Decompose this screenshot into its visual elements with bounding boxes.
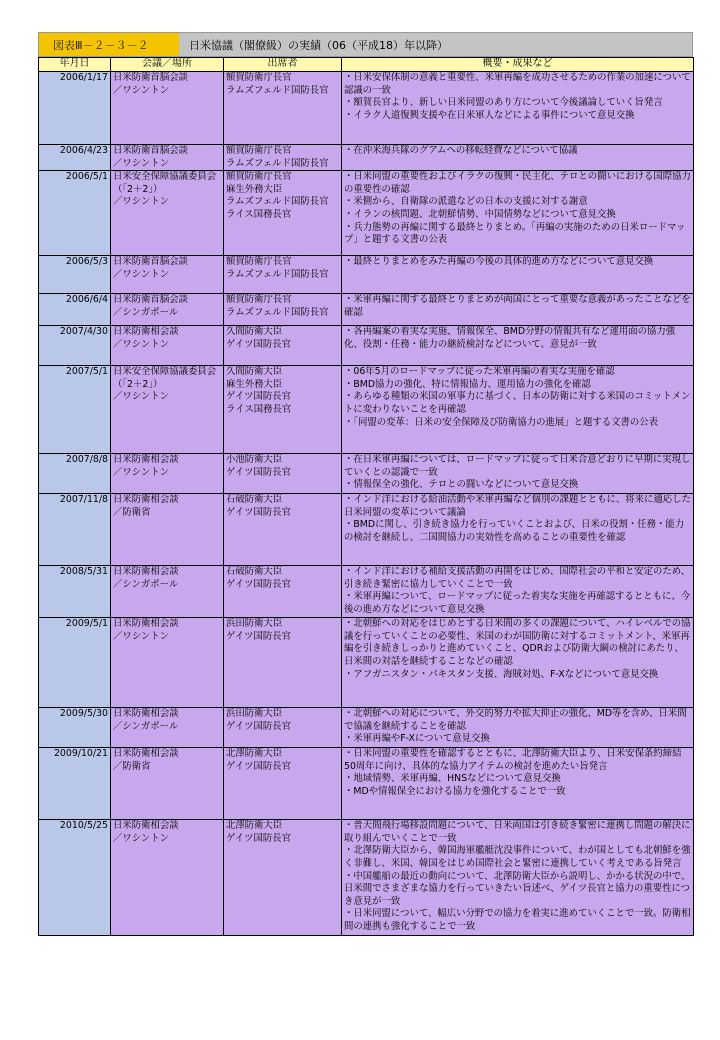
table-row <box>39 566 694 618</box>
meeting-cell: 日米防衛相会談 ／シンガポール <box>111 566 224 618</box>
attendees-cell: 額賀防衛庁長官 ラムズフェルド国防長官 <box>224 256 342 294</box>
summary-bullet: ・地域情勢、米軍再編、HNSなどについて意見交換 <box>344 773 561 785</box>
date-cell: 2006/4/23 <box>39 145 111 171</box>
summary-bullet: ・インド洋における給油活動や米軍再編など個別の課題とともに、将来に適応した日米同盟の変革について議論 <box>344 494 691 518</box>
summary-bullet: ・米軍再編に関する最終とりまとめが両国にとって重要な意義があったことなどを確認 <box>344 294 691 318</box>
summary-bullet: ・最終とりまとめをみた再編の今後の具体的進め方などについて意見交換 <box>344 256 654 268</box>
table-row <box>39 145 694 171</box>
summary-cell <box>342 171 694 256</box>
date-cell: 2008/5/31 <box>39 566 111 618</box>
column-header-date: 年月日 <box>39 58 111 72</box>
summary-bullet: ・米軍再編について、ロードマップに従った着実な実施を再確認するとともに、今後の進め方などについて意見交換 <box>344 591 691 615</box>
column-header-summary: 概要・成果など <box>342 58 694 72</box>
meeting-cell: 日米安全保障協議委員会（「2＋2」） ／ワシントン <box>111 366 224 454</box>
attendees-cell: 北澤防衛大臣 ゲイツ国防長官 <box>224 820 342 936</box>
summary-bullet: ・米側から、自衛隊の派遣などの日本の支援に対する謝意 <box>344 196 588 208</box>
meeting-cell: 日米防衛相会談 ／ワシントン <box>111 326 224 366</box>
meeting-cell: 日米防衛相会談 ／シンガポール <box>111 708 224 748</box>
summary-cell <box>342 748 694 820</box>
summary-cell <box>342 454 694 494</box>
table-row <box>39 748 694 820</box>
summary-cell <box>342 326 694 366</box>
summary-bullet: ・普天間飛行場移設問題について、日米両国は引き続き緊密に連携し問題の解決に取り組んでいくことで一致 <box>344 820 691 844</box>
summary-cell <box>342 618 694 708</box>
summary-bullet: ・額賀長官より、新しい日米同盟のあり方について今後議論していく旨発言 <box>344 97 663 109</box>
attendees-cell: 石破防衛大臣 ゲイツ国防長官 <box>224 494 342 566</box>
summary-bullet: ・あらゆる種類の米国の軍事力に基づく、日本の防衛に対する米国のコミットメントに変わりないことを再確認 <box>344 391 691 415</box>
summary-bullet: ・兵力態勢の再編に関する最終とりまとめ。「再編の実施のための日米ロードマップ」と題する文書の公表 <box>344 221 686 246</box>
summary-cell <box>342 145 694 171</box>
summary-bullet: ・北朝鮮への対応をはじめとする日米間の多くの課題について、ハイレベルでの協議を行っていくことの必要性、米国のわが国防衛に対するコミットメント、米軍再編を引き続きしっかりと進めていくこと、QDRおよび防衛大綱の検討にあたり、日米間の対話を継続することなどの確認 <box>344 618 691 667</box>
table-row <box>39 366 694 454</box>
summary-bullet: ・BMD協力の強化、特に情報協力、運用協力の強化を確認 <box>344 378 591 390</box>
summary-cell <box>342 494 694 566</box>
attendees-cell: 久間防衛大臣 ゲイツ国防長官 <box>224 326 342 366</box>
meeting-cell: 日米防衛相会談 ／防衛省 <box>111 494 224 566</box>
summary-cell <box>342 566 694 618</box>
meetings-table <box>38 57 694 936</box>
date-cell: 2006/6/4 <box>39 294 111 326</box>
summary-bullet: ・「同盟の変革：日米の安全保障及び防衛協力の進展」と題する文書の公表 <box>344 416 659 428</box>
summary-cell <box>342 820 694 936</box>
meeting-cell: 日米防衛首脳会談 ／ワシントン <box>111 72 224 145</box>
column-header-meeting: 会議／場所 <box>111 58 224 72</box>
table-row <box>39 326 694 366</box>
attendees-cell: 額賀防衛庁長官 ラムズフェルド国防長官 <box>224 72 342 145</box>
table-body <box>39 72 694 936</box>
column-header-attendees: 出席者 <box>224 58 342 72</box>
meeting-cell: 日米防衛首脳会談 ／ワシントン <box>111 256 224 294</box>
table-row <box>39 618 694 708</box>
summary-bullet: ・各再編案の着実な実施、情報保全、BMD分野の情報共有など運用面の協力強化、役割・任務・能力の継続検討などについて、意見が一致 <box>344 326 676 350</box>
table-row <box>39 294 694 326</box>
meeting-cell: 日米防衛相会談 ／ワシントン <box>111 820 224 936</box>
summary-cell <box>342 294 694 326</box>
summary-cell <box>342 256 694 294</box>
date-cell: 2006/5/1 <box>39 171 111 256</box>
date-cell: 2006/5/3 <box>39 256 111 294</box>
attendees-cell: 久間防衛大臣 麻生外務大臣 ゲイツ国防長官 ライス国務長官 <box>224 366 342 454</box>
date-cell: 2009/5/1 <box>39 618 111 708</box>
summary-bullet: ・アフガニスタン・パキスタン支援、海賊対処、F-Xなどについて意見交換 <box>344 668 659 680</box>
summary-bullet: ・イランの核問題、北朝鮮情勢、中国情勢などについて意見交換 <box>344 208 616 220</box>
summary-bullet: ・日米安保体制の意義と重要性、米軍再編を成功させるための作業の加速について認識の一致 <box>344 72 691 96</box>
table-row <box>39 171 694 256</box>
table-row <box>39 708 694 748</box>
date-cell: 2010/5/25 <box>39 820 111 936</box>
figure-label: 図表Ⅲ－２－３－２ <box>39 33 179 56</box>
date-cell: 2009/10/21 <box>39 748 111 820</box>
attendees-cell: 額賀防衛庁長官 麻生外務大臣 ラムズフェルド国防長官 ライス国務長官 <box>224 171 342 256</box>
date-cell: 2007/11/8 <box>39 494 111 566</box>
summary-cell <box>342 708 694 748</box>
meeting-cell: 日米防衛首脳会談 ／ワシントン <box>111 145 224 171</box>
table-row <box>39 820 694 936</box>
date-cell: 2007/4/30 <box>39 326 111 366</box>
attendees-cell: 北澤防衛大臣 ゲイツ国防長官 <box>224 748 342 820</box>
summary-bullet: ・日米同盟について、幅広い分野での協力を着実に進めていくことで一致。防衛相間の連携も強化することで一致 <box>344 908 691 932</box>
summary-bullet: ・BMDに関し、引き続き協力を行っていくことおよび、日米の役割・任務・能力の検討を継続し、二国間協力の実効性を高めることの重要性を確認 <box>344 519 685 543</box>
summary-bullet: ・06年5月のロードマップに従った米軍再編の着実な実施を確認 <box>344 366 615 378</box>
figure-title: 日米協議（閣僚級）の実績（06（平成18）年以降） <box>179 33 692 56</box>
meeting-cell: 日米防衛相会談 ／防衛省 <box>111 748 224 820</box>
summary-bullet: ・在日米軍再編については、ロードマップに従って日米合意どおりに早期に実現していくとの認識で一致 <box>344 454 691 478</box>
meeting-cell: 日米安全保障協議委員会（「2＋2」） ／ワシントン <box>111 171 224 256</box>
summary-cell <box>342 72 694 145</box>
summary-cell <box>342 366 694 454</box>
date-cell: 2007/5/1 <box>39 366 111 454</box>
summary-bullet: ・在沖米海兵隊のグアムへの移転経費などについて協議 <box>344 145 578 156</box>
attendees-cell: 浜田防衛大臣 ゲイツ国防長官 <box>224 618 342 708</box>
date-cell: 2006/1/17 <box>39 72 111 145</box>
attendees-cell: 浜田防衛大臣 ゲイツ国防長官 <box>224 708 342 748</box>
figure-title-bar <box>38 32 693 57</box>
summary-bullet: ・インド洋における補給支援活動の再開をはじめ、国際社会の平和と安定のため、引き続き緊密に協力していくことで一致 <box>344 566 691 590</box>
summary-bullet: ・情報保全の強化、テロとの闘いなどについて意見交換 <box>344 479 579 491</box>
attendees-cell: 額賀防衛庁長官 ラムズフェルド国防長官 <box>224 145 342 171</box>
summary-bullet: ・北澤防衛大臣から、韓国海軍艦艇沈没事件について、わが国としても北朝鮮を強く非難し、米国、韓国をはじめ国際社会と緊密に連携していく考えである旨発言 <box>344 845 691 869</box>
date-cell: 2009/5/30 <box>39 708 111 748</box>
meeting-cell: 日米防衛相会談 ／ワシントン <box>111 454 224 494</box>
attendees-cell: 小池防衛大臣 ゲイツ国防長官 <box>224 454 342 494</box>
summary-bullet: ・中国艦船の最近の動向について、北澤防衛大臣から説明し、かかる状況の中で、日米間でさまざまな協力を行っていきたい旨述べ、ゲイツ長官と協力の重要性につき意見が一致 <box>344 870 691 907</box>
summary-bullet: ・MDや情報保全における協力を強化することで一致 <box>344 785 566 797</box>
table-row <box>39 256 694 294</box>
summary-bullet: ・イラク人道復興支援や在日米軍人などによる事件について意見交換 <box>344 109 635 121</box>
summary-bullet: ・日米同盟の重要性およびイラクの復興・民主化、テロとの闘いにおける国際協力の重要性の確認 <box>344 171 691 195</box>
table-row <box>39 72 694 145</box>
attendees-cell: 石破防衛大臣 ゲイツ国防長官 <box>224 566 342 618</box>
summary-bullet: ・北朝鮮への対応について、外交的努力や拡大抑止の強化、MD等を含め、日米間で協議を継続することを確認 <box>344 708 687 732</box>
summary-bullet: ・日米同盟の重要性を確認するとともに、北澤防衛大臣より、日米安保条約締結50周年に向け、具体的な協力アイテムの検討を進めたい旨発言 <box>344 748 682 772</box>
date-cell: 2007/8/8 <box>39 454 111 494</box>
table-header-row <box>39 58 694 72</box>
table-row <box>39 454 694 494</box>
meeting-cell: 日米防衛首脳会談 ／シンガポール <box>111 294 224 326</box>
attendees-cell: 額賀防衛庁長官 ラムズフェルド国防長官 <box>224 294 342 326</box>
meeting-cell: 日米防衛相会談 ／ワシントン <box>111 618 224 708</box>
summary-bullet: ・米軍再編やF-Xについて意見交換 <box>344 733 490 745</box>
table-row <box>39 494 694 566</box>
